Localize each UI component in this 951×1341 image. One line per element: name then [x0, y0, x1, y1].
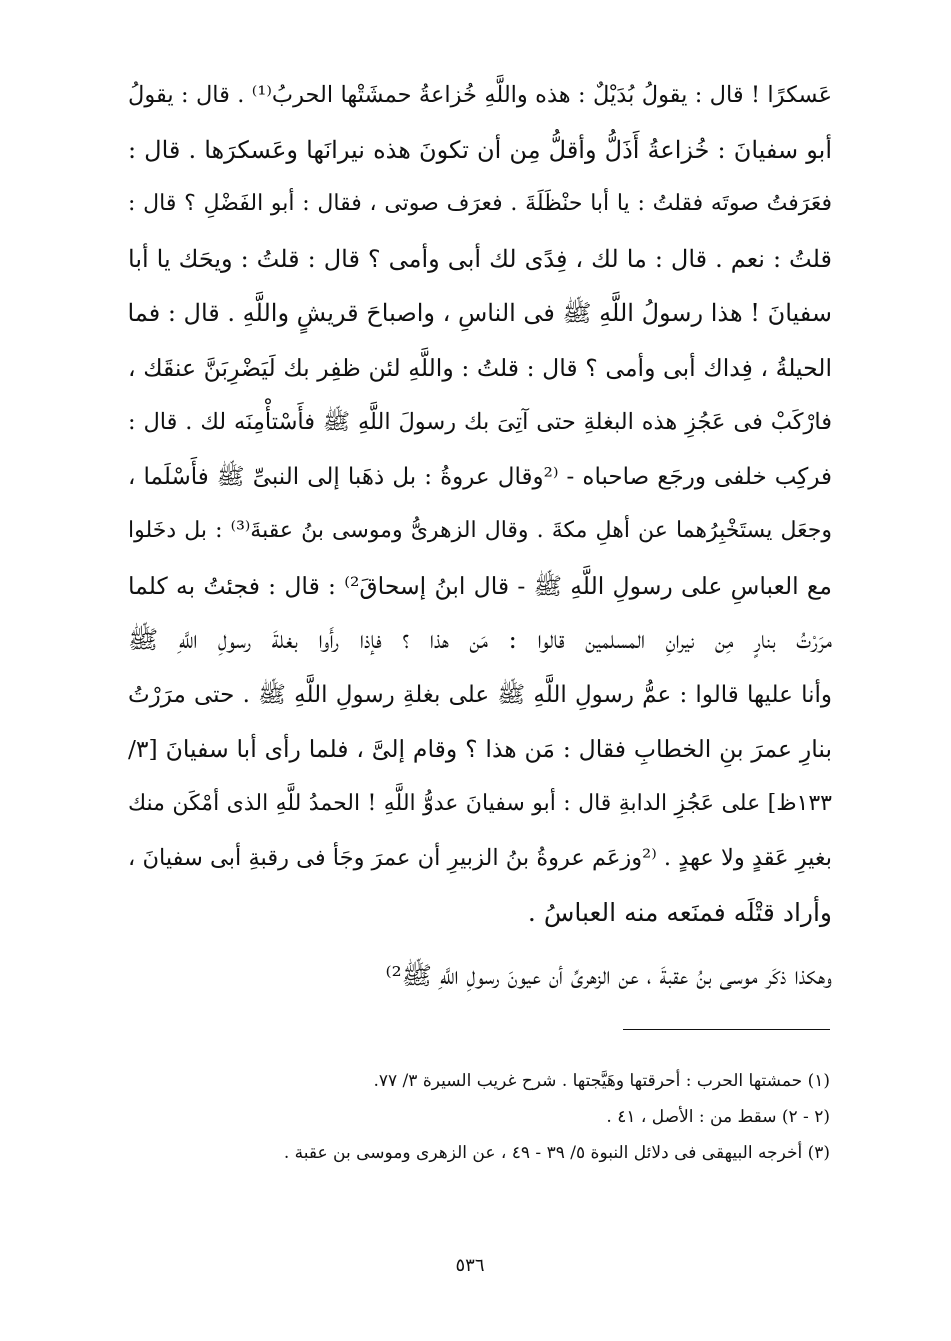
- text-line: وأنا عليها قالوا : عمُّ رسولِ اللَّهِ ﷺ على بغلةِ رسولِ اللَّهِ ﷺ . حتى مرَرْتُ: [128, 681, 832, 708]
- text-line: سفيانَ ! هذا رسولُ اللَّهِ ﷺ فى الناسِ ، واصباحَ قريشٍ واللَّهِ . قال : فما: [128, 299, 832, 327]
- text-line: وجعَل يستَخْبِرُهما عن أهلِ مكةَ . وقال الزهرىُّ وموسى بنُ عقبةَ⁽³⁾ : بل دخَلوا: [128, 518, 832, 543]
- paragraph-line: وهكذا ذكَر موسى بنُ عقبةَ ، عن الزهرىِّ أن عيونَ رسولِ اللَّهِ ﷺ²⁾: [385, 961, 832, 990]
- text-line: فعَرَفتُ صوتَه فقلتُ : يا أبا حنْظَلَةَ . فعرَف صوتى ، فقال : أبو الفَضْلِ ؟ قال :: [128, 191, 832, 216]
- text-line: بغيرِ عَقدٍ ولا عهدٍ . ⁽²وزعَم عروةُ بنُ الزبيرِ أن عمرَ وجَأ فى رقبةِ أبى سفيانَ ،: [128, 845, 832, 871]
- text-line: مع العباسِ على رسولِ اللَّهِ ﷺ - قال ابنُ إسحاقَ²⁾ : قال : فجئتُ به كلما: [128, 571, 832, 600]
- text-line: بنارِ عمرَ بنِ الخطابِ فقال : مَن هذا ؟ وقام إلىَّ ، فلما رأى أبا سفيانَ [٣/: [128, 735, 832, 763]
- main-text: [128, 68, 832, 1006]
- footnote-separator: [623, 1029, 830, 1030]
- text-line: عَسكرًا ! قال : يقولُ بُدَيْلٌ : هذه واللَّهِ خُزاعةُ حمشَتْها الحربُ⁽¹⁾ . قال : يقولُ: [128, 82, 832, 108]
- text-line: ١٣٣ظ] على عَجُزِ الدابةِ قال : أبو سفيانَ عدوُّ اللَّهِ ! الحمدُ للَّهِ الذى أمْكَن منك: [128, 790, 832, 816]
- text-line: الحيلةُ ، فِداك أبى وأمى ؟ قال : قلتُ : واللَّهِ لئن ظفِر بك لَيَضْرِبَنَّ عنقَك ،: [128, 353, 832, 382]
- footnote: (٢ - ٢) سقط من : الأصل ، ٤١ .: [606, 1107, 830, 1127]
- footnote: (١) حمشتها الحرب : أحرقتها وهَيَّجتها . شرح غريب السيرة ٣/ ٧٧.: [373, 1071, 830, 1091]
- footnotes: [180, 1063, 830, 1171]
- text-line: فارْكَبْ فى عَجُزِ هذه البغلةِ حتى آتِىَ بك رسولَ اللَّهِ ﷺ فأَسْتأْمِنَه لك . قال :: [128, 409, 832, 435]
- page-number: ٥٣٦: [455, 1255, 485, 1276]
- text-line: مرَرْتُ بنارٍ مِن نيرانِ المسلمين قالوا : مَن هذا ؟ فإذا رأَوا بغلةَ رسولِ اللَّهِ ﷺ: [128, 625, 832, 654]
- text-line: وأراد قتْلَه فمنَعه منه العباسُ .: [527, 897, 832, 927]
- text-line: أبو سفيانَ : خُزاعةُ أَذَلُّ وأقلُّ مِن أن تكونَ هذه نيرانَها وعَسكرَها . قال :: [128, 135, 832, 164]
- text-line: قلتُ : نعم . قال : ما لك ، فِدًى لك أبى وأمى ؟ قال : قلتُ : ويحَك يا أبا: [128, 244, 832, 273]
- text-line: فركِب خلفى ورجَع صاحباه - ⁽²وقال عروةُ : بل ذهَبا إلى النبىِّ ﷺ فأَسْلَما ،: [128, 463, 832, 490]
- footnote: (٣) أخرجه البيهقى فى دلائل النبوة ٥/ ٣٩ - ٤٩ ، عن الزهرى وموسى بن عقبة .: [283, 1143, 830, 1163]
